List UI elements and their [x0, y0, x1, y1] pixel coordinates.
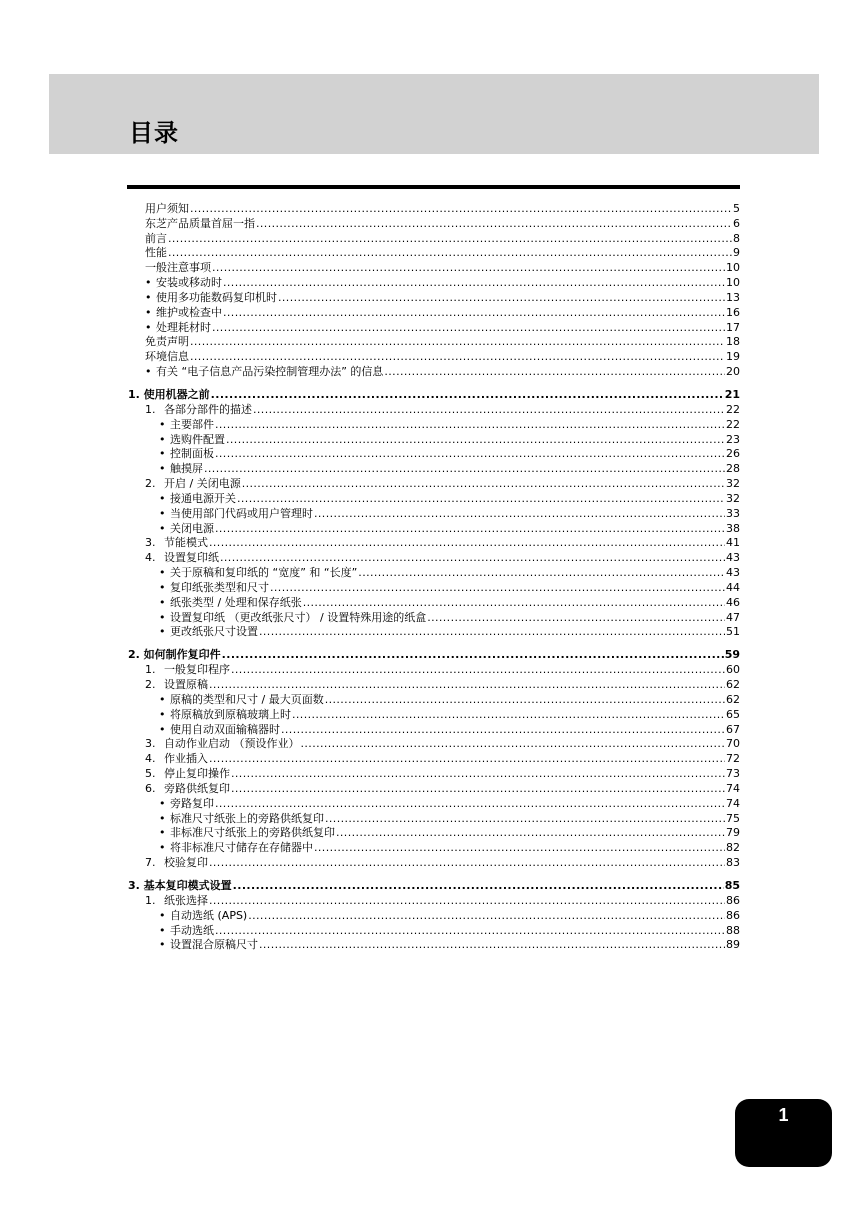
toc-entry[interactable] [128, 692, 740, 707]
toc-entry[interactable] [128, 565, 740, 580]
toc-entry-text: 设置混合原稿尺寸 [170, 938, 258, 952]
toc-entry-text: 纸张类型 / 处理和保存纸张 [170, 595, 302, 609]
toc-entry-label [145, 856, 208, 870]
dot-leader [209, 752, 725, 766]
toc-entry[interactable] [128, 506, 740, 521]
dot-leader [237, 492, 725, 506]
toc-entry-label [145, 202, 189, 216]
toc-entry[interactable] [128, 737, 740, 752]
toc-entry[interactable] [128, 908, 740, 923]
bullet-icon: • [159, 447, 166, 461]
toc-entry-page: 9 [733, 246, 740, 260]
toc-entry-text: 触摸屏 [170, 462, 203, 476]
toc-entry[interactable] [128, 402, 740, 417]
page-number: 1 [778, 1105, 789, 1125]
toc-entry[interactable] [128, 923, 740, 938]
dot-leader [303, 596, 725, 610]
toc-entry-label [128, 388, 210, 402]
dot-leader [215, 447, 725, 461]
toc-entry-label [145, 737, 300, 751]
toc-entry-text: 维护或检查中 [156, 305, 222, 319]
toc-entry-page: 59 [724, 648, 740, 662]
toc-entry[interactable] [128, 349, 740, 364]
toc-entry-text: 接通电源开关 [170, 491, 236, 505]
bullet-icon: • [159, 462, 166, 476]
dot-leader [209, 536, 725, 550]
dot-leader [270, 581, 725, 595]
toc-entry-label [159, 581, 269, 595]
toc-entry[interactable] [128, 893, 740, 908]
toc-entry-number: 4. [145, 752, 156, 766]
toc-entry-text: 性能 [145, 246, 167, 260]
toc-entry-page: 8 [733, 231, 740, 245]
toc-entry-page: 79 [726, 826, 740, 840]
dot-leader [190, 335, 725, 349]
toc-entry-label [159, 611, 426, 625]
toc-entry-text: 标准尺寸纸张上的旁路供纸复印 [170, 811, 324, 825]
dot-leader [215, 522, 725, 536]
toc-entry-label [159, 625, 258, 639]
toc-entry-page: 83 [726, 856, 740, 870]
toc-entry-text: 旁路复印 [170, 796, 214, 810]
dot-leader [215, 418, 725, 432]
toc-entry-text: 使用自动双面输稿器时 [170, 722, 280, 736]
toc-entry-page: 43 [726, 551, 740, 565]
toc-entry-page: 89 [726, 938, 740, 952]
toc-chapter-entry[interactable] [128, 387, 740, 402]
toc-entry-page: 38 [726, 521, 740, 535]
dot-leader [427, 611, 725, 625]
toc-entry[interactable] [128, 625, 740, 640]
toc-entry-label [159, 797, 214, 811]
toc-entry-label [145, 261, 211, 275]
toc-entry-page: 46 [726, 595, 740, 609]
toc-entry-text: 处理耗材时 [156, 320, 211, 334]
toc-entry-text: 用户须知 [145, 201, 189, 215]
dot-leader [314, 507, 725, 521]
toc-entry-page: 62 [726, 692, 740, 706]
toc-entry[interactable] [128, 796, 740, 811]
dot-leader [211, 388, 724, 402]
toc-entry-page: 23 [726, 432, 740, 446]
bullet-icon: • [145, 305, 152, 319]
bullet-icon: • [159, 841, 166, 855]
toc-entry-text: 东芝产品质量首屈一指 [145, 216, 255, 230]
toc-entry[interactable] [128, 722, 740, 737]
toc-entry[interactable] [128, 826, 740, 841]
toc-entry-text: 手动选纸 [170, 923, 214, 937]
dot-leader [168, 246, 732, 260]
toc-entry[interactable] [128, 521, 740, 536]
bullet-icon: • [145, 320, 152, 334]
toc-entry-number: 5. [145, 767, 156, 781]
toc-entry-page: 43 [726, 566, 740, 580]
toc-entry-label [159, 433, 225, 447]
toc-entry-page: 74 [726, 781, 740, 795]
dot-leader [231, 767, 725, 781]
toc-entry[interactable] [128, 335, 740, 350]
toc-entry[interactable] [128, 580, 740, 595]
dot-leader [223, 306, 725, 320]
toc-entry-label [145, 232, 167, 246]
toc-entry-label [145, 291, 277, 305]
toc-entry-text: 关闭电源 [170, 521, 214, 535]
toc-entry-number: 2. [145, 477, 156, 491]
toc-entry-text: 纸张选择 [164, 893, 208, 907]
toc-entry-text: 3. 基本复印模式设置 [128, 878, 232, 892]
toc-entry-page: 32 [726, 491, 740, 505]
bullet-icon: • [159, 923, 166, 937]
dot-leader [190, 202, 732, 216]
toc-entry-page: 88 [726, 923, 740, 937]
dot-leader [281, 723, 725, 737]
toc-entry-label [145, 767, 230, 781]
toc-entry[interactable] [128, 595, 740, 610]
toc-chapter-entry[interactable] [128, 647, 740, 662]
toc-entry-text: 作业插入 [164, 752, 208, 766]
toc-entry[interactable] [128, 751, 740, 766]
toc-entry-label [159, 938, 258, 952]
dot-leader [209, 856, 725, 870]
toc-entry-label [145, 321, 211, 335]
toc-entry-page: 33 [726, 506, 740, 520]
toc-entry[interactable] [128, 707, 740, 722]
toc-entry-label [128, 648, 221, 662]
bullet-icon: • [159, 826, 166, 840]
toc-entry-label [159, 522, 214, 536]
toc-entry-label [159, 418, 214, 432]
toc-entry-text: 安装或移动时 [156, 276, 222, 290]
dot-leader [190, 350, 725, 364]
toc-entry[interactable] [128, 491, 740, 506]
toc-entry[interactable] [128, 781, 740, 796]
toc-entry-label [145, 663, 230, 677]
toc-entry-label [145, 276, 222, 290]
toc-entry-label [145, 551, 219, 565]
toc-entry-page: 74 [726, 796, 740, 810]
toc-entry[interactable] [128, 275, 740, 290]
bullet-icon: • [159, 566, 166, 580]
toc-entry-text: 使用多功能数码复印机时 [156, 290, 277, 304]
bullet-icon: • [159, 796, 166, 810]
dot-leader [325, 812, 725, 826]
toc-entry-label [159, 596, 302, 610]
toc-entry[interactable] [128, 320, 740, 335]
page-title: 目录 [129, 119, 179, 147]
dot-leader [278, 291, 725, 305]
toc-entry-text: 将非标准尺寸储存在存储器中 [170, 841, 313, 855]
toc-entry-text: 校验复印 [164, 856, 208, 870]
toc-entry-text: 非标准尺寸纸张上的旁路供纸复印 [170, 826, 335, 840]
toc-entry-text: 复印纸张类型和尺寸 [170, 580, 269, 594]
toc-entry[interactable] [128, 662, 740, 677]
toc-entry[interactable] [128, 417, 740, 432]
bullet-icon: • [145, 290, 152, 304]
toc-entry[interactable] [128, 432, 740, 447]
toc-entry-label [159, 708, 291, 722]
toc-entry[interactable] [128, 246, 740, 261]
toc-entry-page: 51 [726, 625, 740, 639]
bullet-icon: • [159, 432, 166, 446]
dot-leader [168, 232, 732, 246]
toc-entry-label [159, 447, 214, 461]
toc-entry-page: 75 [726, 811, 740, 825]
bullet-icon: • [159, 625, 166, 639]
toc-entry-text: 主要部件 [170, 417, 214, 431]
toc-entry[interactable] [128, 938, 740, 953]
toc-entry-page: 22 [726, 417, 740, 431]
table-of-contents [128, 201, 740, 952]
dot-leader [256, 217, 732, 231]
toc-entry-page: 6 [733, 216, 740, 230]
toc-entry-page: 20 [726, 365, 740, 379]
toc-entry[interactable] [128, 811, 740, 826]
toc-entry-number: 1. [145, 893, 156, 907]
toc-entry-label [128, 879, 232, 893]
dot-leader [233, 879, 724, 893]
toc-entry-label [145, 894, 208, 908]
dot-leader [223, 276, 725, 290]
toc-entry-text: 自动选纸 (APS) [170, 908, 248, 922]
toc-entry-label [145, 782, 230, 796]
toc-entry-text: 原稿的类型和尺寸 / 最大页面数 [170, 692, 324, 706]
dot-leader [226, 433, 725, 447]
toc-entry-label [145, 477, 241, 491]
toc-entry-text: 设置复印纸 [164, 551, 219, 565]
toc-entry-page: 70 [726, 737, 740, 751]
toc-chapter-entry[interactable] [128, 878, 740, 893]
toc-entry-label [159, 723, 280, 737]
dot-leader [209, 678, 725, 692]
bullet-icon: • [159, 811, 166, 825]
toc-entry[interactable] [128, 364, 740, 379]
toc-entry-page: 73 [726, 767, 740, 781]
toc-entry-text: 当使用部门代码或用户管理时 [170, 506, 313, 520]
bullet-icon: • [159, 722, 166, 736]
toc-entry-page: 17 [726, 320, 740, 334]
dot-leader [384, 365, 725, 379]
toc-entry-page: 86 [726, 908, 740, 922]
toc-entry-text: 旁路供纸复印 [164, 781, 230, 795]
toc-entry-number: 4. [145, 551, 156, 565]
toc-entry-page: 82 [726, 841, 740, 855]
toc-entry-label [145, 752, 208, 766]
toc-entry-label [145, 536, 208, 550]
toc-entry-page: 44 [726, 580, 740, 594]
toc-entry-label [159, 841, 313, 855]
toc-entry-page: 85 [724, 878, 740, 892]
bullet-icon: • [159, 595, 166, 609]
bullet-icon: • [159, 692, 166, 706]
toc-entry[interactable] [128, 840, 740, 855]
toc-entry-page: 5 [733, 201, 740, 215]
toc-entry-label [159, 924, 214, 938]
toc-entry-page: 67 [726, 722, 740, 736]
toc-entry-page: 60 [726, 663, 740, 677]
toc-entry-text: 1. 使用机器之前 [128, 387, 210, 401]
dot-leader [336, 826, 725, 840]
page-number-badge [735, 1099, 832, 1167]
bullet-icon: • [159, 908, 166, 922]
toc-entry-text: 停止复印操作 [164, 767, 230, 781]
toc-entry-page: 10 [726, 276, 740, 290]
toc-entry[interactable] [128, 550, 740, 565]
toc-entry[interactable] [128, 447, 740, 462]
bullet-icon: • [159, 610, 166, 624]
toc-entry[interactable] [128, 290, 740, 305]
toc-entry-text: 节能模式 [164, 536, 208, 550]
toc-entry[interactable] [128, 260, 740, 275]
toc-entry[interactable] [128, 201, 740, 216]
toc-entry-text: 2. 如何制作复印件 [128, 648, 221, 662]
toc-entry-label [159, 462, 203, 476]
dot-leader [231, 782, 725, 796]
bullet-icon: • [145, 365, 152, 379]
bullet-icon: • [159, 417, 166, 431]
toc-entry[interactable] [128, 476, 740, 491]
toc-entry-label [159, 492, 236, 506]
toc-entry-text: 各部分部件的描述 [164, 402, 252, 416]
toc-entry-text: 一般复印程序 [164, 663, 230, 677]
bullet-icon: • [145, 276, 152, 290]
bullet-icon: • [159, 521, 166, 535]
toc-entry-page: 65 [726, 707, 740, 721]
toc-entry-text: 更改纸张尺寸设置 [170, 625, 258, 639]
toc-entry-page: 19 [726, 350, 740, 364]
toc-entry-label [145, 350, 189, 364]
toc-entry-text: 开启 / 关闭电源 [164, 477, 241, 491]
toc-entry-label [159, 812, 324, 826]
toc-entry-page: 41 [726, 536, 740, 550]
toc-entry-label [159, 507, 313, 521]
toc-entry-number: 3. [145, 737, 156, 751]
toc-entry-text: 前言 [145, 231, 167, 245]
toc-entry-number: 2. [145, 678, 156, 691]
dot-leader [253, 403, 725, 417]
toc-entry-text: 有关 “电子信息产品污染控制管理办法” 的信息 [156, 365, 384, 379]
bullet-icon: • [159, 491, 166, 505]
toc-entry-page: 86 [726, 893, 740, 907]
toc-entry[interactable] [128, 766, 740, 781]
dot-leader [242, 477, 725, 491]
toc-entry-text: 关于原稿和复印纸的 “宽度” 和 “长度” [170, 566, 358, 580]
toc-entry-page: 18 [726, 335, 740, 349]
bullet-icon: • [159, 707, 166, 721]
toc-entry-page: 10 [726, 261, 740, 275]
toc-entry-page: 21 [724, 387, 740, 401]
toc-entry-page: 26 [726, 447, 740, 461]
title-rule [127, 185, 740, 189]
toc-entry-label [145, 246, 167, 260]
dot-leader [215, 924, 725, 938]
dot-leader [358, 566, 725, 580]
toc-entry[interactable] [128, 536, 740, 551]
dot-leader [325, 693, 725, 707]
toc-entry-label [145, 403, 252, 417]
toc-entry-label [145, 335, 189, 349]
toc-entry-page: 62 [726, 678, 740, 691]
toc-entry-text: 选购件配置 [170, 432, 225, 446]
toc-entry-text: 设置原稿 [164, 678, 208, 691]
toc-entry-number: 7. [145, 856, 156, 870]
toc-entry-text: 控制面板 [170, 447, 214, 461]
toc-entry[interactable] [128, 305, 740, 320]
toc-entry-label [145, 217, 255, 231]
bullet-icon: • [159, 580, 166, 594]
toc-entry-page: 22 [726, 402, 740, 416]
dot-leader [204, 462, 725, 476]
bullet-icon: • [159, 506, 166, 520]
toc-entry-label [145, 678, 208, 692]
toc-entry-number: 3. [145, 536, 156, 550]
toc-entry-text: 一般注意事项 [145, 261, 211, 275]
dot-leader [248, 909, 725, 923]
dot-leader [222, 648, 724, 662]
toc-entry[interactable] [128, 461, 740, 476]
toc-entry-number: 6. [145, 781, 156, 795]
toc-entry-label [145, 365, 383, 379]
dot-leader [259, 625, 725, 639]
toc-entry-page: 13 [726, 290, 740, 304]
toc-entry-number: 1. [145, 402, 156, 416]
toc-entry-label [159, 909, 247, 923]
toc-entry-page: 72 [726, 752, 740, 766]
toc-entry-text: 自动作业启动 （预设作业） [164, 737, 300, 751]
toc-entry[interactable] [128, 677, 740, 692]
bullet-icon: • [159, 938, 166, 952]
toc-entry-text: 免责声明 [145, 335, 189, 349]
toc-entry-page: 32 [726, 477, 740, 491]
dot-leader [301, 737, 726, 751]
toc-entry[interactable] [128, 231, 740, 246]
toc-entry-page: 16 [726, 305, 740, 319]
dot-leader [215, 797, 725, 811]
toc-entry-text: 设置复印纸 （更改纸张尺寸） / 设置特殊用途的纸盒 [170, 610, 427, 624]
toc-entry-label [159, 693, 324, 707]
toc-entry[interactable] [128, 610, 740, 625]
toc-entry-page: 47 [726, 610, 740, 624]
dot-leader [231, 663, 725, 677]
toc-entry-text: 将原稿放到原稿玻璃上时 [170, 707, 291, 721]
toc-entry-page: 28 [726, 462, 740, 476]
dot-leader [259, 938, 725, 952]
toc-entry-label [159, 566, 357, 580]
toc-entry[interactable] [128, 216, 740, 231]
toc-entry[interactable] [128, 855, 740, 870]
toc-entry-text: 环境信息 [145, 350, 189, 364]
dot-leader [292, 708, 725, 722]
dot-leader [314, 841, 725, 855]
toc-entry-label [159, 826, 335, 840]
toc-entry-number: 1. [145, 663, 156, 677]
dot-leader [220, 551, 725, 565]
toc-entry-label [145, 306, 222, 320]
dot-leader [212, 261, 725, 275]
dot-leader [209, 894, 725, 908]
dot-leader [212, 321, 725, 335]
